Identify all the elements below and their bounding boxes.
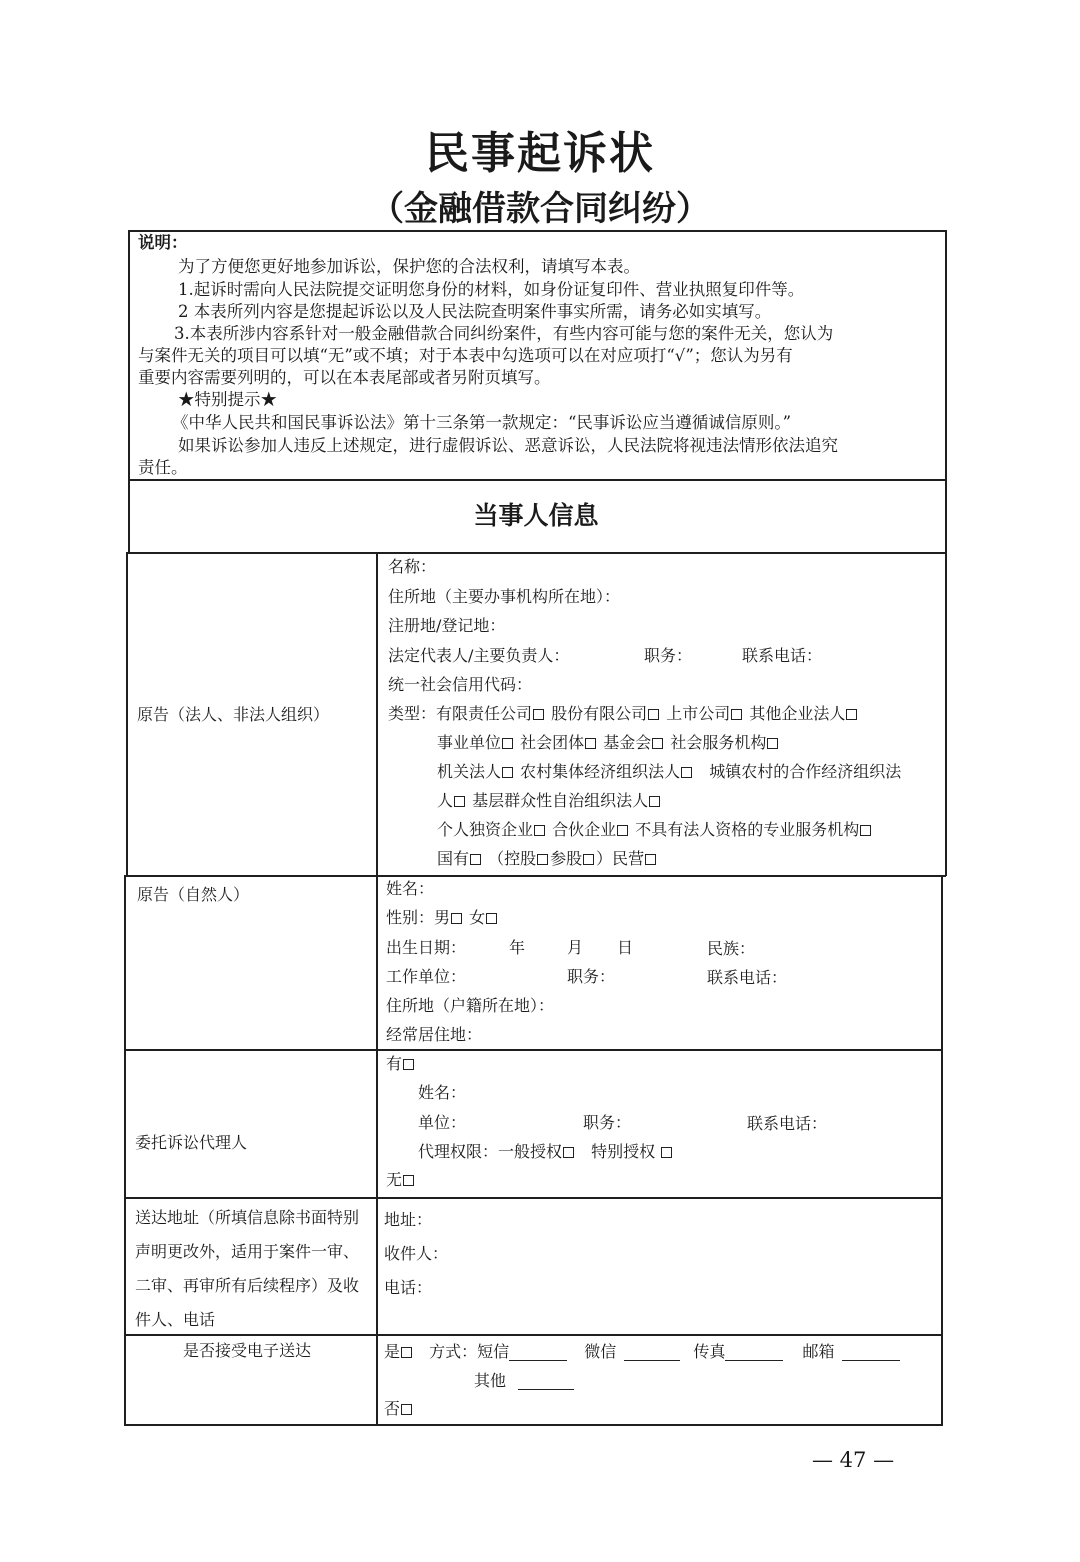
notes-item-3-end: 重要内容需要列明的，可以在本表尾部或者另附页填写。 xyxy=(138,368,551,387)
type-social-group: 社会团体 xyxy=(520,733,585,752)
notes-law-quote: 《中华人民共和国民事诉讼法》第十三条第一款规定：“民事诉讼应当遵循诚信原则。” xyxy=(172,413,792,432)
checkbox-holding[interactable] xyxy=(537,854,548,865)
org-type-row-3 xyxy=(437,762,901,782)
person-birth-field[interactable]: 出生日期： xyxy=(386,938,467,957)
electronic-other-row xyxy=(474,1371,574,1391)
org-rep-field[interactable]: 法定代表人/主要负责人： xyxy=(388,646,570,665)
checkbox-female[interactable] xyxy=(486,913,497,924)
delivery-recipient-field[interactable]: 收件人： xyxy=(384,1244,449,1263)
divider-row-delivery xyxy=(124,1334,943,1336)
checkbox-foundation[interactable] xyxy=(652,738,663,749)
sms-input[interactable] xyxy=(509,1344,567,1361)
notes-warning-end: 责任。 xyxy=(138,458,188,477)
type-listed-company: 上市公司 xyxy=(666,704,731,723)
method-wechat-label: 微信 xyxy=(584,1342,617,1361)
checkbox-social-group[interactable] xyxy=(585,738,596,749)
checkbox-joint-stock[interactable] xyxy=(648,709,659,720)
agent-no-row xyxy=(386,1170,416,1190)
divider-row-person xyxy=(124,1049,943,1051)
divider-party-heading xyxy=(126,552,946,554)
checkbox-professional-service[interactable] xyxy=(860,825,871,836)
document-title: 民事起诉状 xyxy=(425,128,655,179)
agent-name-field[interactable]: 姓名： xyxy=(418,1083,467,1102)
wechat-input[interactable] xyxy=(624,1344,680,1361)
electronic-yes-label: 是 xyxy=(384,1342,401,1361)
form-border-left-lower xyxy=(126,552,128,876)
electronic-no-row xyxy=(384,1399,414,1419)
fax-input[interactable] xyxy=(725,1344,783,1361)
gender-male-label: 性别：男 xyxy=(386,908,451,927)
birth-month-label: 月 xyxy=(567,938,584,957)
org-type-row-2 xyxy=(437,733,780,753)
checkbox-state-owned[interactable] xyxy=(470,854,481,865)
plaintiff-org-label: 原告（法人、非法人组织） xyxy=(137,705,330,724)
electronic-no-label: 否 xyxy=(384,1399,401,1418)
org-phone-field[interactable]: 联系电话： xyxy=(742,646,823,665)
agent-no-label: 无 xyxy=(386,1170,403,1189)
type-cooperative-end: 人 xyxy=(437,791,454,810)
method-fax-label: 传真 xyxy=(693,1342,726,1361)
type-rural-collective: 农村集体经济组织法人 xyxy=(520,762,681,781)
electronic-yes-row xyxy=(384,1342,900,1362)
notes-warning: 如果诉讼参加人违反上述规定，进行虚假诉讼、恶意诉讼，人民法院将视违法情形依法追究 xyxy=(178,436,838,455)
person-duty-field[interactable]: 职务： xyxy=(567,967,616,986)
checkbox-cooperative[interactable] xyxy=(454,796,465,807)
notes-item-1: 1.起诉时需向人民法院提交证明您身份的材料，如身份证复印件、营业执照复印件等。 xyxy=(178,280,805,299)
delivery-phone-field[interactable]: 电话： xyxy=(384,1278,433,1297)
type-sole-proprietor: 个人独资企业 xyxy=(437,820,534,839)
org-type-row-5 xyxy=(437,820,873,840)
method-sms-label: 方式：短信 xyxy=(429,1342,510,1361)
checkbox-agent-yes[interactable] xyxy=(403,1059,414,1070)
divider-notes xyxy=(128,479,946,481)
checkbox-male[interactable] xyxy=(451,913,462,924)
org-registered-field[interactable]: 注册地/登记地： xyxy=(388,616,506,635)
checkbox-limited-company[interactable] xyxy=(533,709,544,720)
notes-item-3: 3.本表所涉内容系针对一般金融借款合同纠纷案件，有些内容可能与您的案件无关，您认为 xyxy=(174,324,834,343)
method-email-label: 邮箱 xyxy=(802,1342,835,1361)
delivery-label: 送达地址（所填信息除书面特别 xyxy=(135,1208,360,1227)
person-phone-field[interactable]: 联系电话： xyxy=(707,968,788,987)
plaintiff-person-label: 原告（自然人） xyxy=(137,885,250,904)
agent-yes-label: 有 xyxy=(386,1054,403,1073)
type-share: 参股 xyxy=(550,849,583,868)
form-border-bottom xyxy=(124,1424,942,1426)
person-name-field[interactable]: 姓名： xyxy=(386,879,435,898)
type-social-service: 社会服务机构 xyxy=(670,733,767,752)
type-state-owned: 国有 xyxy=(437,849,470,868)
birth-year-label: 年 xyxy=(509,938,526,957)
checkbox-other-enterprise[interactable] xyxy=(846,709,857,720)
org-type-label: 类型： xyxy=(388,704,437,723)
checkbox-rural-collective[interactable] xyxy=(681,767,692,778)
checkbox-private[interactable] xyxy=(645,854,656,865)
checkbox-special-authority[interactable] xyxy=(661,1147,672,1158)
person-work-field[interactable]: 工作单位： xyxy=(386,967,467,986)
electronic-label: 是否接受电子送达 xyxy=(183,1341,312,1360)
birth-day-label: 日 xyxy=(617,938,634,957)
checkbox-share[interactable] xyxy=(583,854,594,865)
type-public-institution: 事业单位 xyxy=(437,733,502,752)
checkbox-listed-company[interactable] xyxy=(731,709,742,720)
agent-yes-row xyxy=(386,1054,416,1074)
checkbox-electronic-no[interactable] xyxy=(401,1404,412,1415)
agent-unit-field[interactable]: 单位： xyxy=(418,1113,467,1132)
type-grassroots: 基层群众性自治组织法人 xyxy=(472,791,649,810)
org-address-field[interactable]: 住所地（主要办事机构所在地）： xyxy=(388,587,621,606)
type-government: 机关法人 xyxy=(437,762,502,781)
checkbox-agent-no[interactable] xyxy=(403,1175,414,1186)
agent-phone-field[interactable]: 联系电话： xyxy=(747,1114,828,1133)
person-residence-field[interactable]: 经常居住地： xyxy=(386,1025,483,1044)
type-professional-service: 不具有法人资格的专业服务机构 xyxy=(635,820,860,839)
checkbox-general-authority[interactable] xyxy=(563,1147,574,1158)
page-number: — 47 — xyxy=(812,1448,895,1472)
org-duty-field[interactable]: 职务： xyxy=(644,646,693,665)
notes-item-3-cont: 与案件无关的项目可以填“无”或不填；对于本表中勾选项可以在对应项打“√”；您认为另有 xyxy=(138,346,793,365)
checkbox-electronic-yes[interactable] xyxy=(401,1347,412,1358)
checkbox-social-service[interactable] xyxy=(767,738,778,749)
org-type-row-4 xyxy=(437,791,662,811)
form-border-left-lower2 xyxy=(124,875,126,1425)
notes-intro: 为了方便您更好地参加诉讼，保护您的合法权利，请填写本表。 xyxy=(178,257,640,276)
party-section-title: 当事人信息 xyxy=(473,501,599,530)
type-foundation: 基金会 xyxy=(603,733,652,752)
column-divider xyxy=(376,552,378,1425)
org-name-field[interactable]: 名称： xyxy=(388,557,437,576)
agent-label: 委托诉讼代理人 xyxy=(135,1133,248,1152)
notes-item-2: 2 本表所列内容是您提起诉讼以及人民法院查明案件事实所需，请务必如实填写。 xyxy=(178,302,772,321)
checkbox-public-institution[interactable] xyxy=(502,738,513,749)
notes-special-tip: ★特别提示★ xyxy=(178,390,277,409)
authority-general-label: 代理权限：一般授权 xyxy=(418,1142,563,1161)
type-cooperative: 城镇农村的合作经济组织法 xyxy=(709,762,902,781)
form-border-top xyxy=(129,230,947,232)
type-holding: （控股 xyxy=(488,849,537,868)
email-input[interactable] xyxy=(842,1344,900,1361)
delivery-label-line-3: 二审、再审所有后续程序）及收 xyxy=(135,1276,360,1295)
checkbox-sole-proprietor[interactable] xyxy=(534,825,545,836)
type-joint-stock: 股份有限公司 xyxy=(551,704,648,723)
form-border-right-lower xyxy=(941,875,943,1426)
type-partnership: 合伙企业 xyxy=(552,820,617,839)
authority-special-label: 特别授权 xyxy=(591,1142,656,1161)
document-subtitle: （金融借款合同纠纷） xyxy=(370,189,710,229)
checkbox-grassroots[interactable] xyxy=(649,796,660,807)
delivery-label-line-4: 件人、电话 xyxy=(135,1310,216,1329)
person-ethnic-field[interactable]: 民族： xyxy=(707,939,756,958)
person-gender-row xyxy=(386,908,499,928)
divider-row-org xyxy=(125,875,946,877)
org-credit-code-field[interactable]: 统一社会信用代码： xyxy=(388,675,533,694)
divider-row-agent xyxy=(124,1197,943,1199)
checkbox-government[interactable] xyxy=(502,767,513,778)
method-other-label: 其他 xyxy=(474,1371,507,1390)
delivery-address-field[interactable]: 地址： xyxy=(384,1210,433,1229)
agent-authority-row xyxy=(418,1142,674,1162)
type-private: ）民营 xyxy=(596,849,645,868)
type-other-enterprise: 其他企业法人 xyxy=(749,704,846,723)
org-type-row-6 xyxy=(437,849,658,869)
gender-female-label: 女 xyxy=(469,908,486,927)
person-hukou-field[interactable]: 住所地（户籍所在地）： xyxy=(386,996,555,1015)
type-limited-company: 有限责任公司 xyxy=(436,704,533,723)
other-input[interactable] xyxy=(518,1373,574,1390)
org-type-row-1 xyxy=(388,704,859,724)
delivery-label-line-2: 声明更改外，适用于案件一审、 xyxy=(135,1242,360,1261)
notes-heading: 说明： xyxy=(138,233,188,252)
agent-duty-field[interactable]: 职务： xyxy=(583,1113,632,1132)
checkbox-partnership[interactable] xyxy=(617,825,628,836)
